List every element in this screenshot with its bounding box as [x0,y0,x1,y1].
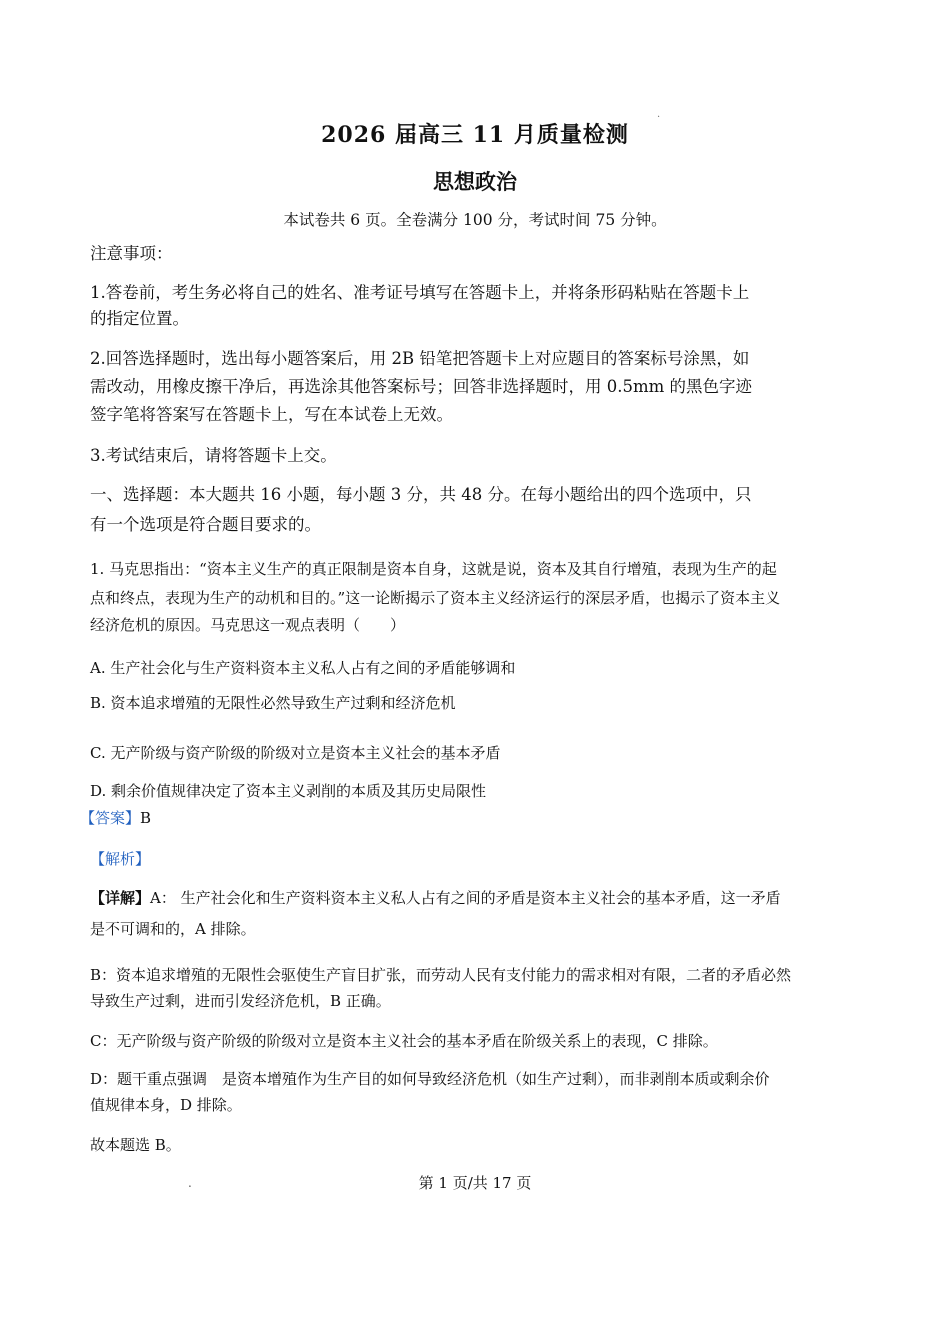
detail-b-line-2: 导致生产过剩，进而引发经济危机，B 正确。 [90,992,391,1010]
notice-item-2-line-2: 需改动，用橡皮擦干净后，再选涂其他答案标号；回答非选择题时，用 0.5mm 的黑色字迹 [90,377,753,396]
option-a: A. 生产社会化与生产资料资本主义私人占有之间的矛盾能够调和 [90,659,516,677]
page-footer: 第 1 页/共 17 页 [418,1174,532,1192]
detail-a-line-2: 是不可调和的，A 排除。 [90,920,256,938]
option-d: D. 剩余价值规律决定了资本主义剥削的本质及其历史局限性 [90,782,487,800]
option-b: B. 资本追求增殖的无限性必然导致生产过剩和经济危机 [90,694,456,712]
section-heading-line-2: 有一个选项是符合题目要求的。 [90,515,321,534]
notice-item-1-line-2: 的指定位置。 [90,309,189,328]
conclusion: 故本题选 B。 [90,1136,181,1154]
detail-b-line-1: B：资本追求增殖的无限性会驱使生产盲目扩张，而劳动人民有支付能力的需求相对有限，二者的矛盾必然 [90,966,792,984]
answer-line [80,806,151,831]
footer-dot: . [188,1176,192,1190]
answer-tag: 【答案】 [80,809,141,827]
question-stem-line-2: 点和终点，表现为生产的动机和目的。”这一论断揭示了资本主义经济运行的深层矛盾，也揭示了资本主义 [90,589,781,607]
notice-item-1-line-1: 1.答卷前，考生务必将自己的姓名、准考证号填写在答题卡上，并将条形码粘贴在答题卡上 [90,283,750,302]
detail-a-line-1 [90,886,781,911]
subject-title: 思想政治 [433,169,517,194]
detail-d-line-2: 值规律本身，D 排除。 [90,1096,242,1114]
notice-item-2-line-3: 签字笔将答案写在答题卡上，写在本试卷上无效。 [90,405,453,424]
detail-a-text: A： 生产社会化和生产资料资本主义私人占有之间的矛盾是资本主义社会的基本矛盾，这一矛盾 [150,889,781,907]
notice-heading: 注意事项： [90,244,173,263]
scan-mark: · [657,112,661,123]
exam-info: 本试卷共 6 页。全卷满分 100 分，考试时间 75 分钟。 [283,211,667,229]
analysis-tag: 【解析】 [90,850,151,868]
detail-tag: 【详解】 [90,889,151,907]
option-c: C. 无产阶级与资产阶级的阶级对立是资本主义社会的基本矛盾 [90,744,501,762]
answer-value: B [140,809,152,827]
section-heading-line-1: 一、选择题：本大题共 16 小题，每小题 3 分，共 48 分。在每小题给出的四个选项中，只 [90,485,752,504]
detail-d-line-1: D：题干重点强调 是资本增殖作为生产目的如何导致经济危机（如生产过剩），而非剥削本质或剩余价 [90,1070,770,1088]
page-title: 2026 届高三 11 月质量检测 [321,122,629,148]
notice-item-3: 3.考试结束后，请将答题卡上交。 [90,446,337,465]
question-stem-line-1: 1. 马克思指出：“资本主义生产的真正限制是资本自身，这就是说，资本及其自行增殖，表现为生产的起 [90,560,777,578]
notice-item-2-line-1: 2.回答选择题时，选出每小题答案后，用 2B 铅笔把答题卡上对应题目的答案标号涂黑，如 [90,349,750,368]
detail-c: C：无产阶级与资产阶级的阶级对立是资本主义社会的基本矛盾在阶级关系上的表现，C 排除。 [90,1032,718,1050]
question-stem-line-3: 经济危机的原因。马克思这一观点表明（ ） [90,616,406,634]
